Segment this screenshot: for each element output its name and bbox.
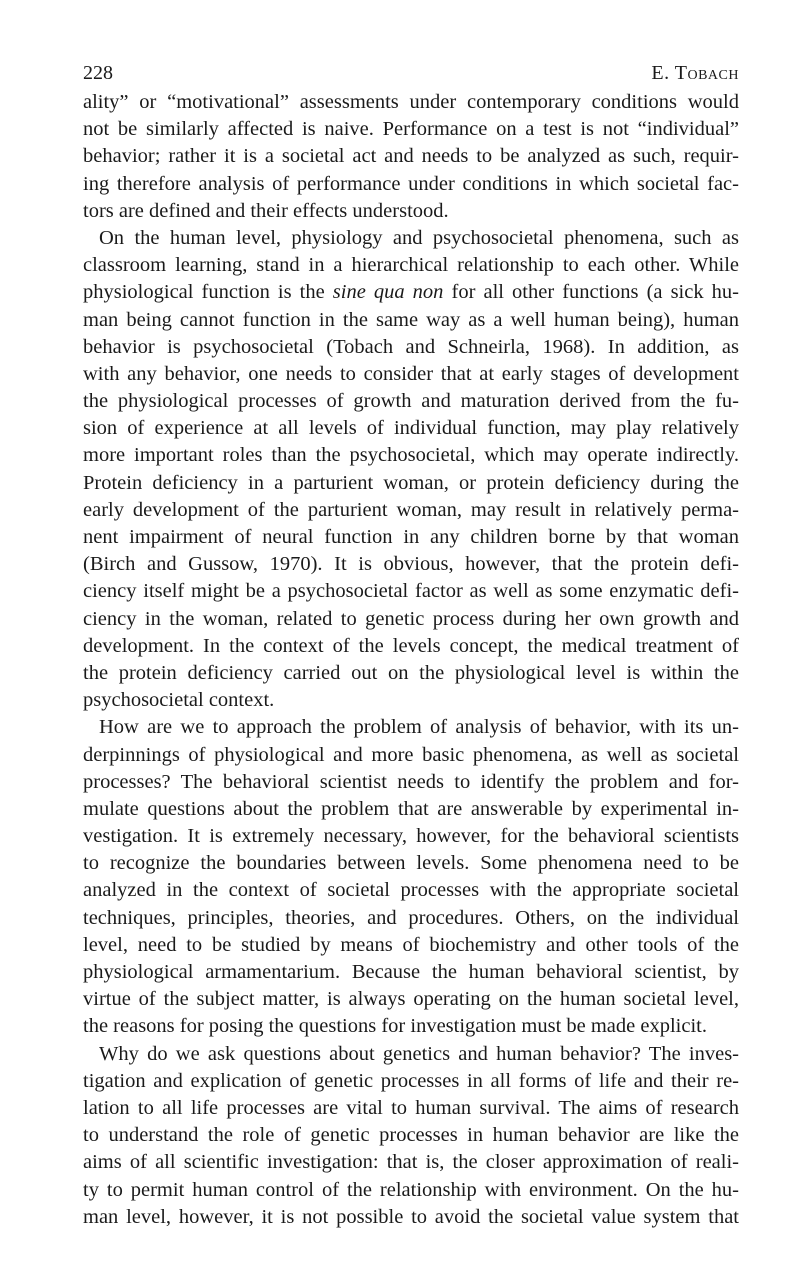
text-line: to understand the role of genetic processes in human behavior are like the — [83, 1124, 739, 1147]
text-line: tors are defined and their effects understood. — [83, 199, 449, 222]
text-line: vestigation. It is extremely necessary, however, for the behavioral scientists — [83, 825, 739, 848]
text-line: mulate questions about the problem that are answerable by experimental in- — [83, 797, 739, 820]
running-head-author: E. Tobach — [651, 62, 739, 84]
text-line: Why do we ask questions about genetics and human behavior? The inves- — [99, 1042, 739, 1065]
text-line: On the human level, physiology and psychosocietal phenomena, such as — [99, 226, 739, 249]
text-line: (Birch and Gussow, 1970). It is obvious, however, that the protein defi- — [83, 553, 739, 576]
text-line: behavior; rather it is a societal act and needs to be analyzed as such, requir- — [83, 145, 739, 168]
text-line: early development of the parturient woman, may result in relatively perma- — [83, 498, 739, 521]
text-line: not be similarly affected is naive. Performance on a test is not “individual” — [83, 118, 739, 141]
text-line: virtue of the subject matter, is always operating on the human societal level, — [83, 988, 739, 1011]
text-line: techniques, principles, theories, and procedures. Others, on the individual — [83, 906, 739, 929]
text-line: How are we to approach the problem of analysis of behavior, with its un- — [99, 716, 739, 739]
text-line: the reasons for posing the questions for investigation must be made explicit. — [83, 1015, 707, 1038]
text-line: ty to permit human control of the relationship with environment. On the hu- — [83, 1178, 739, 1201]
text-line: the physiological processes of growth and maturation derived from the fu- — [83, 390, 739, 413]
text-line: processes? The behavioral scientist needs to identify the problem and for- — [83, 770, 739, 793]
text-line: man being cannot function in the same way as a well human being), human — [83, 308, 739, 331]
text-line: behavior is psychosocietal (Tobach and Schneirla, 1968). In addition, as — [83, 335, 739, 358]
text-line: derpinnings of physiological and more basic phenomena, as well as societal — [83, 743, 739, 766]
text-line: the protein deficiency carried out on the physiological level is within the — [83, 661, 739, 684]
text-line: with any behavior, one needs to consider that at early stages of development — [83, 362, 739, 385]
text-line: psychosocietal context. — [83, 689, 275, 712]
text-line: man level, however, it is not possible to avoid the societal value system that — [83, 1205, 739, 1228]
text-line: physiological armamentarium. Because the human behavioral scientist, by — [83, 961, 739, 983]
text-line: sion of experience at all levels of individual function, may play relatively — [83, 417, 739, 440]
italic-phrase: sine qua non — [332, 281, 444, 304]
text-line: more important roles than the psychosocietal, which may operate indirectly. — [83, 444, 739, 467]
text-line: ing therefore analysis of performance under conditions in which societal fac- — [83, 172, 739, 195]
running-head — [83, 58, 739, 88]
text-line: lation to all life processes are vital to human survival. The aims of research — [83, 1096, 739, 1119]
text-line: Protein deficiency in a parturient woman, or protein deficiency during the — [83, 471, 739, 494]
text-line: development. In the context of the levels concept, the medical treatment of — [83, 634, 739, 657]
text-line: aims of all scientific investigation: that is, the closer approximation of reali- — [83, 1151, 739, 1174]
page-number: 228 — [83, 62, 113, 84]
text-line: ciency itself might be a psychosocietal factor as well as some enzymatic defi- — [83, 580, 739, 603]
text-line: analyzed in the context of societal processes with the appropriate societal — [83, 879, 739, 902]
text-line: nent impairment of neural function in any children borne by that woman — [83, 526, 739, 548]
text-line: tigation and explication of genetic processes in all forms of life and their re- — [83, 1069, 739, 1092]
text-line-with-italic: physiological function is the sine qua non for all other functions (a sick hu- — [83, 281, 739, 304]
text-line: ciency in the woman, related to genetic process during her own growth and — [83, 607, 739, 630]
text-line: ality” or “motivational” assessments under contemporary conditions would — [83, 91, 739, 113]
body-text — [83, 89, 739, 1231]
text-line: to recognize the boundaries between levels. Some phenomena need to be — [83, 852, 739, 875]
text-line: classroom learning, stand in a hierarchical relationship to each other. While — [83, 254, 739, 277]
text-line: level, need to be studied by means of biochemistry and other tools of the — [83, 933, 739, 956]
